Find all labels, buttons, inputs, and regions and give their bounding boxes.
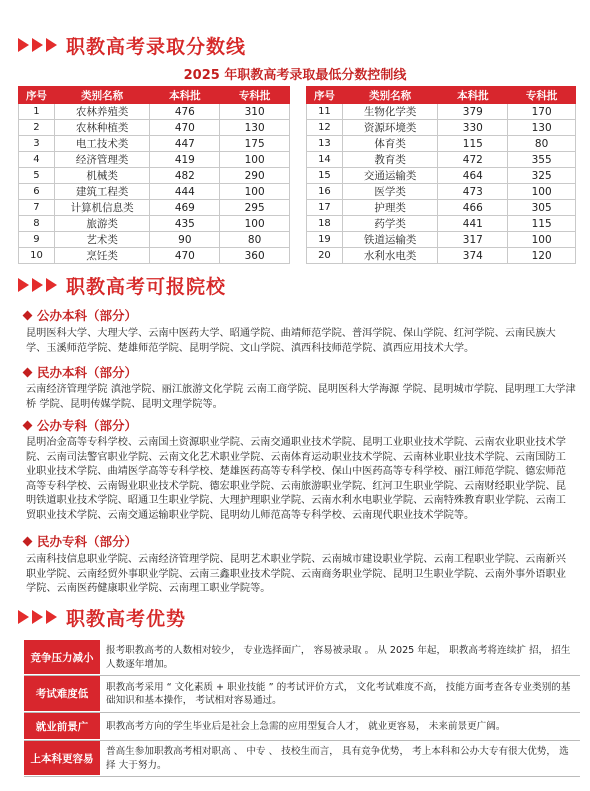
table-cell: 烹饪类 (54, 248, 150, 264)
table-cell: 建筑工程类 (54, 184, 150, 200)
table-cell: 1 (19, 104, 55, 120)
group-heading (24, 532, 137, 550)
table-cell: 100 (220, 152, 290, 168)
table-cell: 473 (438, 184, 508, 200)
table-cell: 115 (508, 216, 576, 232)
table-cell: 90 (150, 232, 220, 248)
arrow-icon (32, 610, 43, 624)
group-text: 昆明冶金高等专科学校、云南国土资源职业学院、云南交通职业技术学院、昆明工业职业技术学院、云南农业职业技术学院、云南司法警官职业学院、云南文化艺术职业学院、云南体育运动职业技术学院、云南林业职业技术学院、云南国防工业职业技术学院、曲靖医学高等专科学校、楚雄医药高等专科学校、保山中医药高等专科学校、丽江师范学院、德宏师范高等专科学校、云南锡业职业技术学院、德宏职业学院、云南旅游职业学院、红河卫生职业学院、云南财经职业学院、昆明铁道职业技术学院、昭通卫生职业学院、大理护理职业学院、云南水利水电职业学院、云南特殊教育职业学院、云南工贸职业技术学院、云南交通运输职业学院、昆明幼儿师范高等专科学校、云南现代职业技术学院等。 (26, 437, 566, 521)
table-cell: 472 (438, 152, 508, 168)
table-cell: 18 (307, 216, 343, 232)
section-title: 职教高考可报院校 (66, 275, 227, 298)
diamond-icon (23, 536, 33, 546)
table-cell: 12 (307, 120, 343, 136)
diamond-icon (23, 367, 33, 377)
table-cell: 470 (150, 120, 220, 136)
table-cell: 10 (19, 248, 55, 264)
advantage-text: 报考职教高考的人数相对较少， 专业选择面广， 容易被录取 。 从 2025 年起， 职教高考将连续扩 招， 招生人数逐年增加。 (106, 645, 571, 670)
table-cell: 464 (438, 168, 508, 184)
table-header-cell: 专科批 (220, 87, 290, 104)
table-cell: 11 (307, 104, 343, 120)
table-row (307, 104, 576, 120)
table-cell: 317 (438, 232, 508, 248)
table-cell: 444 (150, 184, 220, 200)
advantage-label: 就业前景广 (24, 713, 100, 740)
group-label: 民办本科（部分） (37, 365, 138, 380)
advantage-label: 上本科更容易 (24, 741, 100, 776)
table-row (307, 136, 576, 152)
table-row (19, 248, 290, 264)
advantage-row (24, 741, 580, 777)
table-cell: 379 (438, 104, 508, 120)
table-cell: 体育类 (342, 136, 438, 152)
table-cell: 资源环境类 (342, 120, 438, 136)
table-header-cell: 类别名称 (342, 87, 438, 104)
table-cell: 100 (508, 184, 576, 200)
table-header-cell: 类别名称 (54, 87, 150, 104)
arrow-icon (46, 38, 57, 52)
section-header-schools (18, 273, 226, 297)
arrow-icons (18, 610, 60, 624)
table-cell: 水利水电类 (342, 248, 438, 264)
advantage-label: 竞争压力减小 (24, 640, 100, 675)
table-cell: 100 (220, 184, 290, 200)
table-cell: 9 (19, 232, 55, 248)
table-row (307, 248, 576, 264)
table-cell: 农林种植类 (54, 120, 150, 136)
table-cell: 175 (220, 136, 290, 152)
table-cell: 100 (220, 216, 290, 232)
table-header-row (19, 87, 290, 104)
table-row (19, 216, 290, 232)
group-label: 民办专科（部分） (37, 534, 138, 549)
section-title: 职教高考录取分数线 (66, 35, 247, 58)
arrow-icon (46, 278, 57, 292)
table-cell: 5 (19, 168, 55, 184)
table-cell: 441 (438, 216, 508, 232)
table-cell: 115 (438, 136, 508, 152)
advantage-row (24, 640, 580, 676)
table-cell: 447 (150, 136, 220, 152)
table-cell: 2 (19, 120, 55, 136)
table-cell: 8 (19, 216, 55, 232)
arrow-icon (18, 610, 29, 624)
table-row (19, 184, 290, 200)
table-cell: 80 (220, 232, 290, 248)
arrow-icon (18, 278, 29, 292)
table-cell: 农林养殖类 (54, 104, 150, 120)
table-row (19, 120, 290, 136)
table-cell: 药学类 (342, 216, 438, 232)
table-cell: 305 (508, 200, 576, 216)
table-cell: 13 (307, 136, 343, 152)
table-row (19, 168, 290, 184)
advantage-label: 考试难度低 (24, 676, 100, 712)
group-text: 昆明医科大学、大理大学、云南中医药大学、昭通学院、曲靖师范学院、普洱学院、保山学院、红河学院、云南民族大学、玉溪师范学院、楚雄师范学院、昆明学院、文山学院、滇西科技师范学院、滇西应用技术大学。 (26, 328, 556, 354)
diamond-icon (23, 310, 33, 320)
arrow-icon (32, 38, 43, 52)
table-cell: 经济管理类 (54, 152, 150, 168)
table-cell: 330 (438, 120, 508, 136)
table-cell: 15 (307, 168, 343, 184)
table-row (19, 152, 290, 168)
table-cell: 艺术类 (54, 232, 150, 248)
group-text: 云南科技信息职业学院、云南经济管理学院、昆明艺术职业学院、云南城市建设职业学院、云南工程职业学院、云南新兴职业学院、云南经贸外事职业学院、云南三鑫职业技术学院、云南商务职业学院、昆明卫生职业学院、云南外事外语职业学院、云南医药健康职业学院、云南理工职业学院等。 (26, 554, 566, 594)
table-cell: 476 (150, 104, 220, 120)
advantage-row (24, 676, 580, 713)
section-header-scores (18, 33, 246, 57)
table-row (19, 136, 290, 152)
table-cell: 铁道运输类 (342, 232, 438, 248)
table-cell: 120 (508, 248, 576, 264)
score-table-right (306, 86, 576, 264)
advantage-text: 职教高考采用 “ 文化素质 + 职业技能 ” 的考试评价方式， 文化考试难度不高， 技能方面考查各专业类别的基 础知识和基本操作， 考试相对容易通过。 (106, 681, 571, 706)
table-cell: 80 (508, 136, 576, 152)
table-header-cell: 专科批 (508, 87, 576, 104)
table-cell: 6 (19, 184, 55, 200)
table-row (307, 200, 576, 216)
table-cell: 计算机信息类 (54, 200, 150, 216)
group-text: 云南经济管理学院 滇池学院、丽江旅游文化学院 云南工商学院、昆明医科大学海源 学院、昆明城市学院、昆明理工大学津桥 学院、昆明传媒学院、昆明文理学院等。 (26, 384, 576, 410)
table-row (307, 216, 576, 232)
table-cell: 3 (19, 136, 55, 152)
advantages-table (24, 640, 580, 777)
table-cell: 374 (438, 248, 508, 264)
table-header-cell: 本科批 (438, 87, 508, 104)
table-cell: 469 (150, 200, 220, 216)
table-cell: 170 (508, 104, 576, 120)
group-label: 公办本科（部分） (37, 308, 138, 323)
table-header-row (307, 87, 576, 104)
table-cell: 机械类 (54, 168, 150, 184)
score-table-left (18, 86, 290, 264)
table-cell: 19 (307, 232, 343, 248)
arrow-icon (32, 278, 43, 292)
table-header-cell: 序号 (19, 87, 55, 104)
table-cell: 教育类 (342, 152, 438, 168)
arrow-icons (18, 38, 60, 52)
table-cell: 旅游类 (54, 216, 150, 232)
advantage-text: 普高生参加职教高考相对职高 、 中专 、 技校生而言， 具有竞争优势， 考上本科和公办大专有很大优势， 选择 大于努力。 (106, 746, 569, 771)
table-row (19, 200, 290, 216)
table-row (307, 120, 576, 136)
table-cell: 466 (438, 200, 508, 216)
arrow-icon (46, 610, 57, 624)
table-row (19, 104, 290, 120)
table-cell: 435 (150, 216, 220, 232)
group-label: 公办专科（部分） (37, 418, 138, 433)
table-cell: 20 (307, 248, 343, 264)
table-cell: 310 (220, 104, 290, 120)
table-cell: 130 (220, 120, 290, 136)
section-title: 职教高考优势 (66, 607, 187, 630)
table-cell: 355 (508, 152, 576, 168)
section-header-advantages (18, 605, 186, 629)
table-row (19, 232, 290, 248)
table-cell: 482 (150, 168, 220, 184)
table-cell: 电工技术类 (54, 136, 150, 152)
table-cell: 交通运输类 (342, 168, 438, 184)
table-row (307, 184, 576, 200)
table-row (307, 232, 576, 248)
table-header-cell: 本科批 (150, 87, 220, 104)
group-heading (24, 363, 137, 381)
table-cell: 护理类 (342, 200, 438, 216)
table-cell: 7 (19, 200, 55, 216)
table-cell: 14 (307, 152, 343, 168)
diamond-icon (23, 420, 33, 430)
table-cell: 290 (220, 168, 290, 184)
table-cell: 100 (508, 232, 576, 248)
arrow-icon (18, 38, 29, 52)
table-cell: 医学类 (342, 184, 438, 200)
group-heading (24, 306, 137, 324)
advantage-row (24, 713, 580, 741)
table-row (307, 152, 576, 168)
table-header-cell: 序号 (307, 87, 343, 104)
table-cell: 419 (150, 152, 220, 168)
table-cell: 360 (220, 248, 290, 264)
table-cell: 325 (508, 168, 576, 184)
table-cell: 17 (307, 200, 343, 216)
table-cell: 130 (508, 120, 576, 136)
arrow-icons (18, 278, 60, 292)
table-row (307, 168, 576, 184)
advantage-text: 职教高考方向的学生毕业后是社会上急需的应用型复合人才， 就业更容易， 未来前景更广阔。 (106, 720, 506, 732)
table-title: 2025 年职教高考录取最低分数控制线 (183, 68, 407, 83)
table-cell: 4 (19, 152, 55, 168)
table-cell: 470 (150, 248, 220, 264)
table-cell: 生物化学类 (342, 104, 438, 120)
table-cell: 16 (307, 184, 343, 200)
table-cell: 295 (220, 200, 290, 216)
group-heading (24, 416, 137, 434)
